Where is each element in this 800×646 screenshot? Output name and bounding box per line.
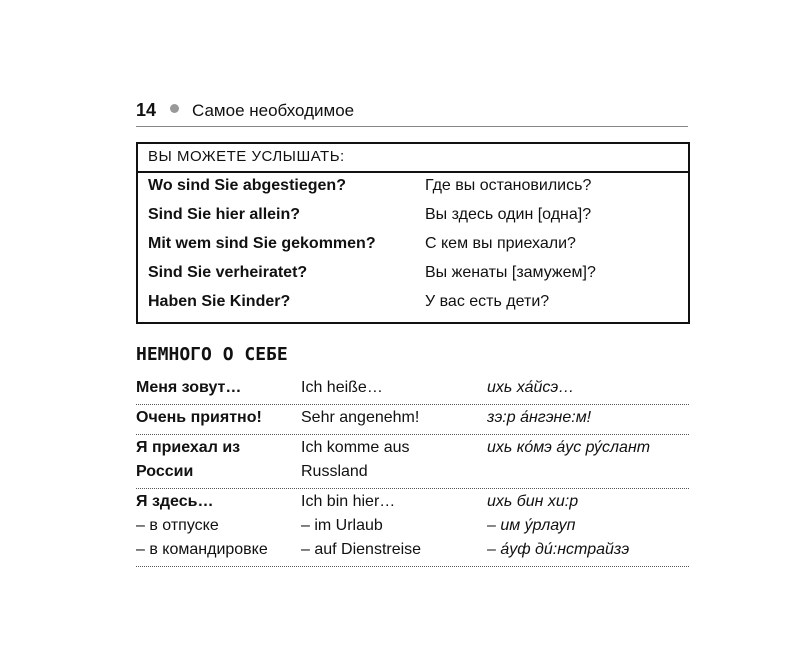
phrase-row — [138, 231, 688, 260]
phrase-row — [138, 173, 688, 202]
phrase-russian: С кем вы приехали? — [425, 235, 576, 252]
vocab-russian: Я приехал из России — [136, 439, 241, 480]
phrase-german: Mit wem sind Sie gekommen? — [148, 235, 376, 252]
vocab-german: Ich komme aus Russland — [301, 439, 410, 480]
vocab-row — [136, 490, 689, 567]
phrase-russian: Вы здесь один [одна]? — [425, 206, 592, 223]
phrase-german: Wo sind Sie abgestiegen? — [148, 177, 346, 194]
running-title: Самое необходимое — [192, 101, 355, 120]
phrase-row — [138, 260, 688, 289]
phrase-german: Sind Sie hier allein? — [148, 206, 301, 223]
vocab-transcription: зэ:р а́нгэне:м! — [487, 409, 592, 426]
vocab-russian: Я здесь… – в отпуске – в командировке — [136, 493, 268, 558]
vocab-german: Ich bin hier… – im Urlaub – auf Dienstreise — [301, 493, 422, 558]
vocab-row — [136, 436, 689, 489]
bullet-dot-icon — [170, 104, 179, 113]
vocab-russian: Меня зовут… — [136, 379, 242, 396]
page-number: 14 — [136, 100, 157, 120]
phrase-russian: Вы женаты [замужем]? — [425, 264, 596, 281]
section-heading: НЕМНОГО О СЕБЕ — [136, 344, 288, 365]
phrase-box-heading — [138, 144, 688, 173]
phrase-box — [136, 142, 690, 324]
phrase-row — [138, 289, 688, 318]
phrase-german: Sind Sie verheiratet? — [148, 264, 308, 281]
vocab-transcription: ихь бин хи:р – им у́рлауп – а́уф ди́:нстрайзэ — [487, 493, 630, 558]
phrase-row — [138, 202, 688, 231]
phrase-box-heading-text: ВЫ МОЖЕТЕ УСЛЫШАТЬ: — [148, 148, 345, 165]
vocab-transcription: ихь ко́мэ а́ус ру́слант — [487, 439, 651, 456]
vocab-transcription: ихь ха́йсэ… — [487, 379, 575, 396]
page-header — [136, 100, 688, 127]
phrase-german: Haben Sie Kinder? — [148, 293, 291, 310]
vocab-row — [136, 406, 689, 435]
vocab-russian: Очень приятно! — [136, 409, 262, 426]
vocab-german: Ich heiße… — [301, 379, 383, 396]
phrase-russian: Где вы остановились? — [425, 177, 592, 194]
phrase-russian: У вас есть дети? — [425, 293, 550, 310]
vocab-row — [136, 376, 689, 405]
vocab-german: Sehr angenehm! — [301, 409, 420, 426]
